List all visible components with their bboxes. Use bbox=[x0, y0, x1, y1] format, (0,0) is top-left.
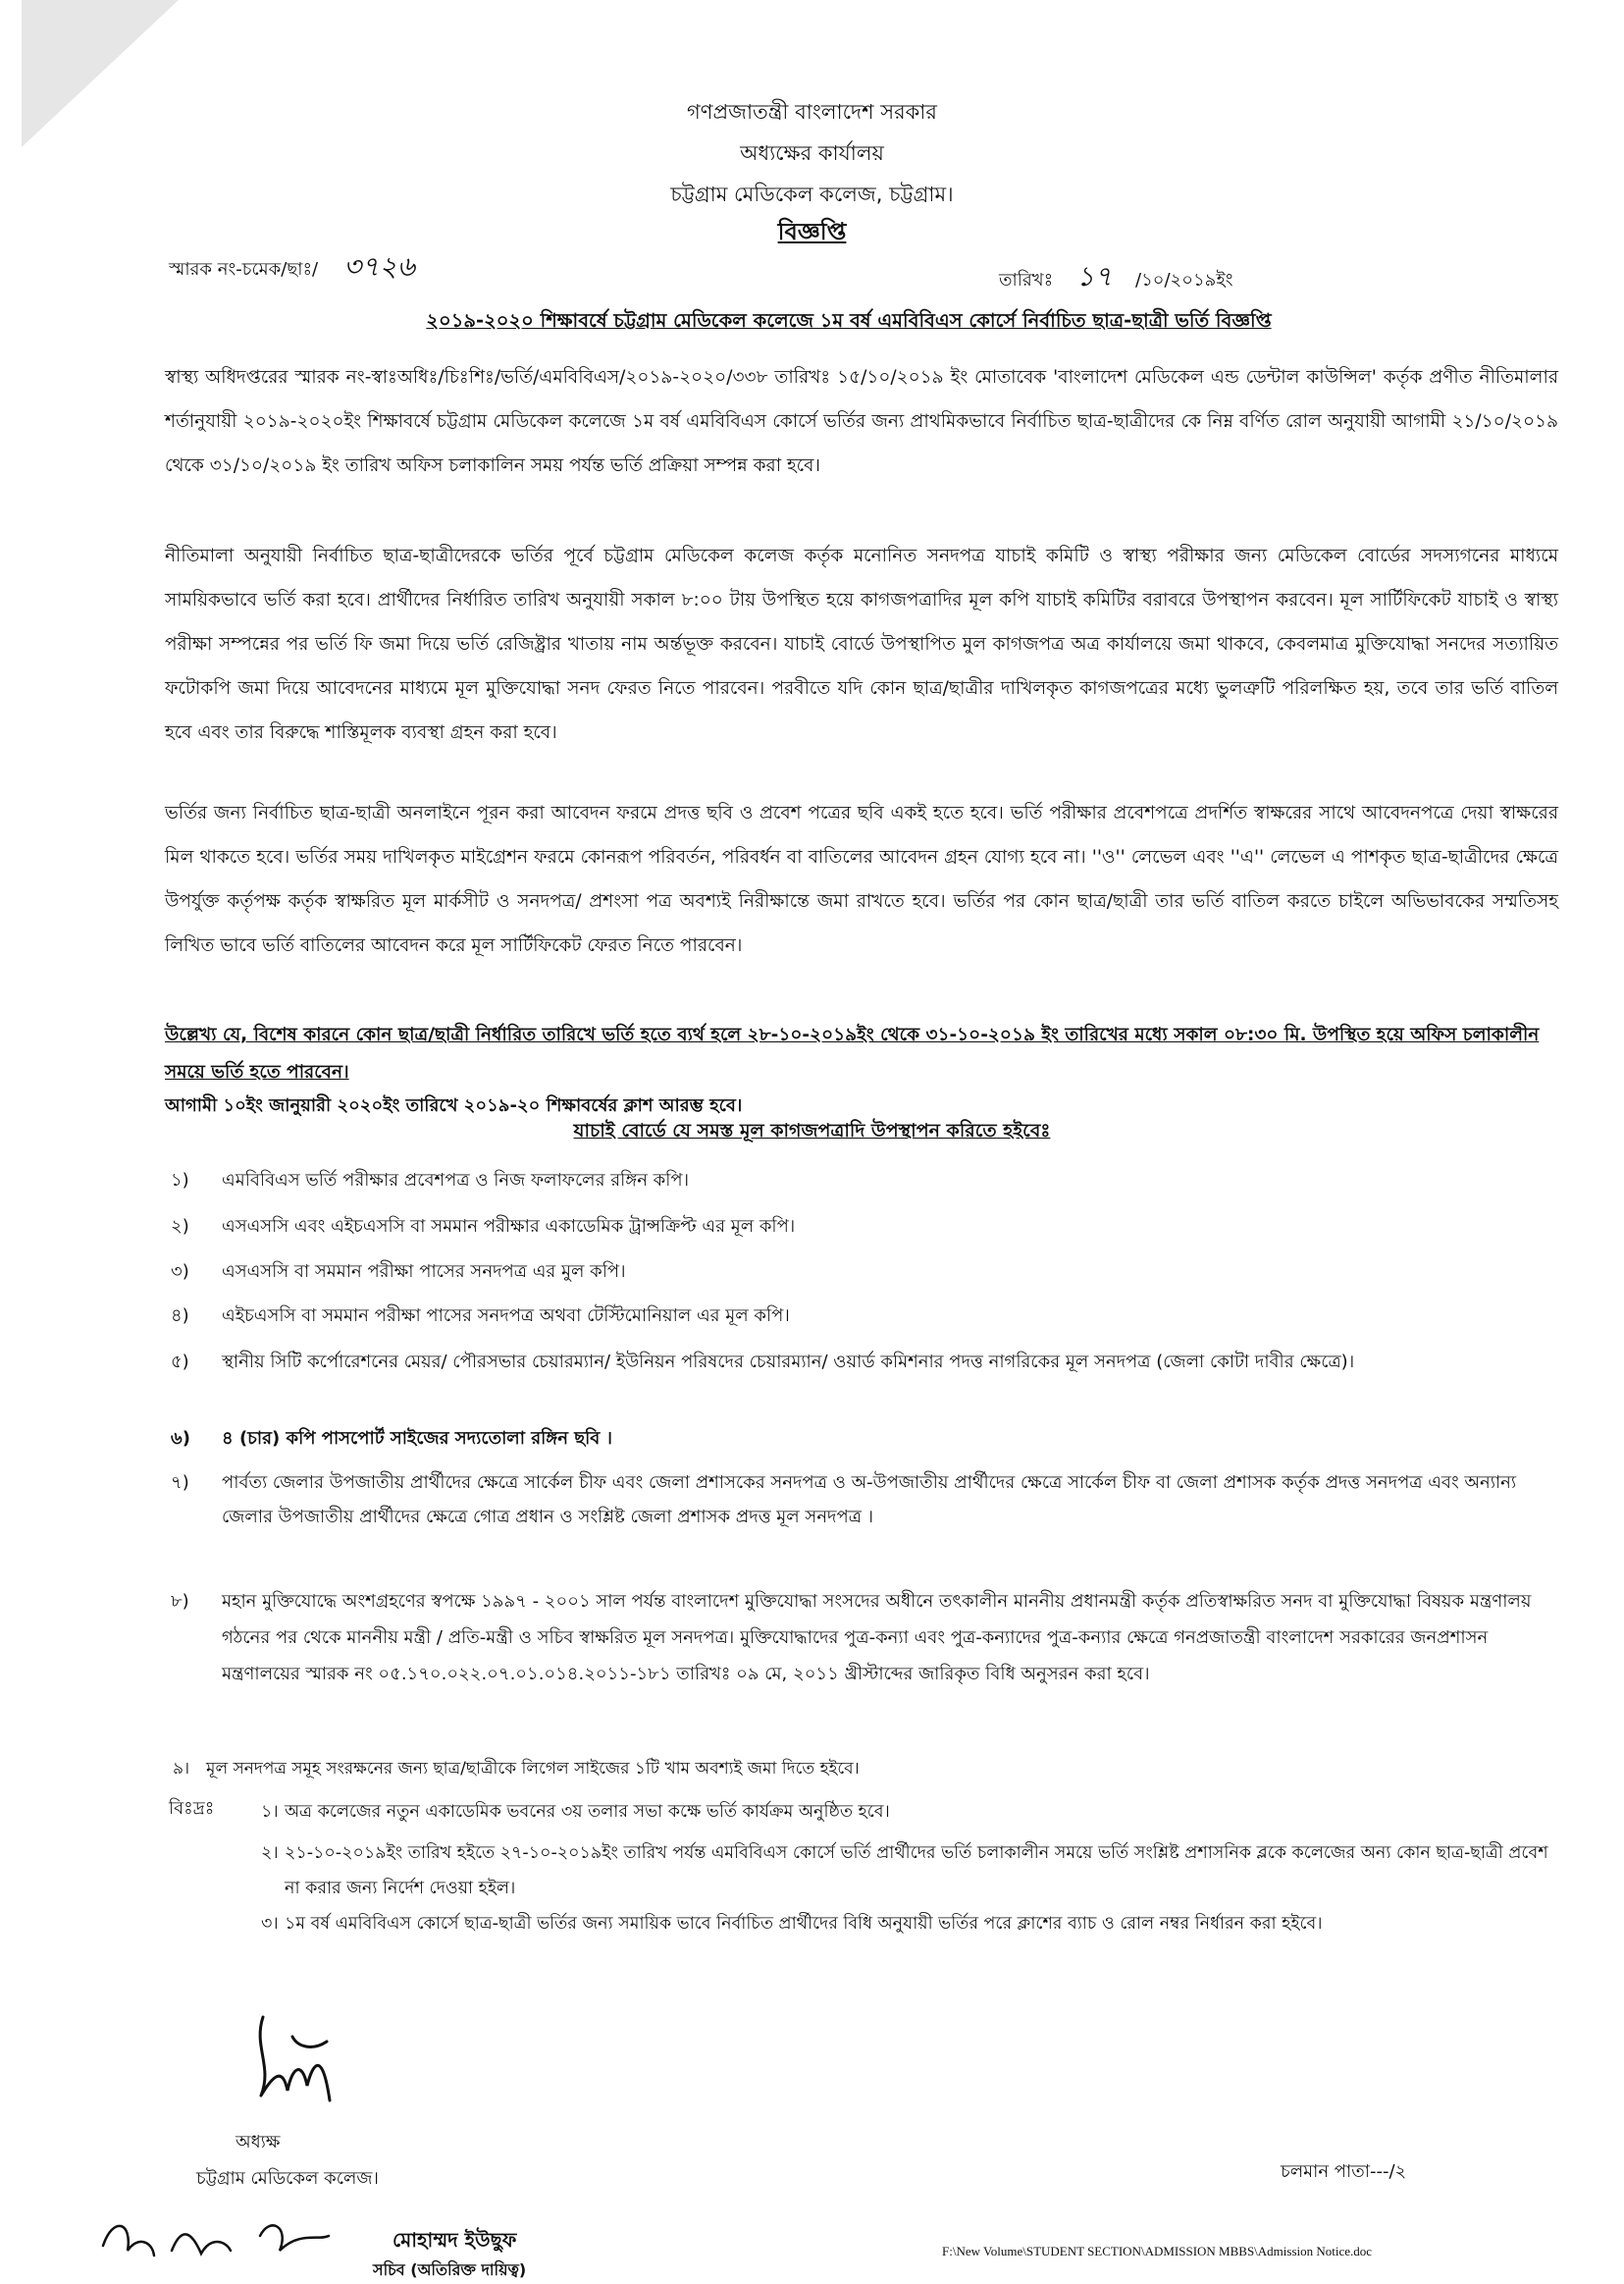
document-item-text: ৪ (চার) কপি পাসপোর্ট সাইজের সদ্যতোলা রঙ্গিন ছবি । bbox=[222, 1428, 612, 1449]
document-item-number: ৯। bbox=[173, 1759, 190, 1779]
document-item bbox=[171, 1345, 1566, 1379]
paragraph-2: নীতিমালা অনুযায়ী নির্বাচিত ছাত্র-ছাত্রীদেরকে ভর্তির পূর্বে চট্টগ্রাম মেডিকেল কলেজ কর্তৃক মনোনিত সনদপত্র যাচাই কমিটি ও স্বাস্থ্য পরীক্ষার জন্য মেডিকেল বোর্ডের সদস্যগনের মাধ্যমে সাময়িকভাবে ভর্তি করা হবে। প্রার্থীদের নির্ধারিত তারিখ অনুযায়ী সকাল ৮:০০ টায় উপস্থিত হয়ে কাগজপত্রাদির মূল কপি যাচাই কমিটির বরাবরে উপস্থাপন করবেন। মূল সার্টিফিকেট যাচাই ও স্বাস্থ্য পরীক্ষা সম্পন্নের পর ভর্তি ফি জমা দিয়ে ভর্তি রেজিষ্ট্রার খাতায় নাম অর্ন্তভূক্ত করবেন। যাচাই বোর্ডে উপস্থাপিত মুল কাগজপত্র অত্র কার্যালয়ে জমা থাকবে, কেবলমাত্র মুক্তিযোদ্ধা সনদের সত্যায়িত ফটোকপি জমা দিয়ে আবেদনের মাধ্যমে মূল মুক্তিযোদ্ধা সনদ ফেরত নিতে পারবেন। পরবীতে যদি কোন ছাত্র/ছাত্রীর দাখিলকৃত কাগজপত্রের মধ্যে ভুলত্রুটি পরিলক্ষিত হয়, তবে তার ভর্তি বাতিল হবে এবং তার বিরুদ্ধে শাস্তিমূলক ব্যবস্থা গ্রহন করা হবে। bbox=[165, 546, 1558, 743]
document-item-text: পার্বত্য জেলার উপজাতীয় প্রার্থীদের ক্ষেত্রে সার্কেল চীফ এবং জেলা প্রশাসকের সনদপত্র ও অ-উপজাতীয় প্রার্থীদের ক্ষেত্রে সার্কেল চীফ বা জেলা প্রশাসক কর্তৃক প্রদত্ত সনদপত্র এবং অন্যান্য জেলার উপজাতীয় প্রার্থীদের ক্ষেত্রে গোত্র প্রধান ও সংশ্লিষ্ট জেলা প্রশাসক প্রদত্ত মূল সনদপত্র । bbox=[222, 1472, 1517, 1527]
document-item bbox=[171, 1163, 1566, 1197]
note-item bbox=[261, 1835, 1560, 1906]
date-rest: /১০/২০১৯ইং bbox=[1135, 270, 1233, 291]
document-item-number: ৭) bbox=[171, 1472, 189, 1493]
document-item bbox=[173, 1752, 1550, 1786]
office-name: অধ্যক্ষের কার্যালয় bbox=[740, 141, 884, 165]
stamp-designation: সচিব (অতিরিক্ত দায়িত্ব) bbox=[373, 2260, 527, 2279]
stamp-name: মোহাম্মদ ইউছুফ bbox=[393, 2228, 517, 2252]
memo-number-label: স্মারক নং-চমেক/ছাঃ/ bbox=[169, 259, 319, 280]
document-item-number: ৪) bbox=[171, 1305, 189, 1326]
document-item bbox=[171, 1421, 1566, 1456]
continued-page-marker: চলমান পাতা---/২ bbox=[1281, 2161, 1407, 2182]
note-text: অত্র কলেজের নতুন একাডেমিক ভবনের ৩য় তলার সভা কক্ষে ভর্তি কার্যক্রম অনুষ্ঠিত হবে। bbox=[285, 1802, 890, 1822]
late-admission-notice: উল্লেখ্য যে, বিশেষ কারনে কোন ছাত্র/ছাত্রী নির্ধারিত তারিখে ভর্তি হতে ব্যর্থ হলে ২৮-১০-২০১৯ইং থেকে ৩১-১০-২০১৯ ইং তারিখের মধ্যে সকাল ০৮:৩০ মি. উপস্থিত হয়ে অফিস চলাকালীন সময়ে ভর্তি হতে পারবেন। bbox=[165, 1025, 1540, 1083]
initials-signatures bbox=[93, 2206, 427, 2265]
document-item-number: ৩) bbox=[171, 1261, 189, 1282]
class-start-notice: আগামী ১০ইং জানুয়ারী ২০২০ইং তারিখে ২০১৯-২০ শিক্ষাবর্ষের ক্লাশ আরম্ভ হবে। bbox=[165, 1095, 743, 1116]
signatory-title: অধ্যক্ষ bbox=[236, 2132, 281, 2152]
document-item-number: ৫) bbox=[171, 1352, 189, 1372]
file-path-footer: F:\New Volume\STUDENT SECTION\ADMISSION MBBS\Admission Notice.doc bbox=[942, 2244, 1373, 2258]
note-text: ১ম বর্ষ এমবিবিএস কোর্সে ছাত্র-ছাত্রী ভর্তির জন্য সমায়িক ভাবে নির্বাচিত প্রার্থীদের বিধি অনুযায়ী ভর্তির পরে ক্লাশের ব্যাচ ও রোল নম্বর নির্ধারন করা হইবে। bbox=[285, 1914, 1323, 1934]
note-number: ২। bbox=[261, 1843, 279, 1863]
note-text: ২১-১০-২০১৯ইং তারিখ হইতে ২৭-১০-২০১৯ইং তারিখ পর্যন্ত এমবিবিএস কোর্সে ভর্তি প্রার্থীদের ভর্তি চলাকালীন সময়ে ভর্তি সংশ্লিষ্ট প্রশাসনিক ব্লকে কলেজের অন্য কোন ছাত্র-ছাত্রী প্রবেশ না করার জন্য নির্দেশ দেওয়া হইল। bbox=[285, 1843, 1548, 1898]
college-name: চট্টগ্রাম মেডিকেল কলেজ, চট্টগ্রাম। bbox=[670, 183, 954, 206]
document-item bbox=[171, 1465, 1566, 1534]
document-item-text: এমবিবিএস ভর্তি পরীক্ষার প্রবেশপত্র ও নিজ ফলাফলের রঙ্গিন কপি। bbox=[222, 1170, 690, 1191]
notes-label: বিঃদ্রঃ bbox=[169, 1798, 215, 1819]
notice-title: বিজ্ঞপ্তি bbox=[777, 218, 847, 245]
documents-heading: যাচাই বোর্ডে যে সমস্ত মূল কাগজপত্রাদি উপস্থাপন করিতে হইবেঃ bbox=[573, 1120, 1051, 1142]
document-item bbox=[171, 1254, 1566, 1289]
document-item-text: এসএসসি এবং এইচএসসি বা সমমান পরীক্ষার একাডেমিক ট্রান্সক্রিপ্ট এর মূল কপি। bbox=[222, 1216, 796, 1237]
document-item-number: ৮) bbox=[171, 1591, 189, 1612]
document-item-number: ৬) bbox=[171, 1428, 190, 1449]
government-name: গণপ্রজাতন্ত্রী বাংলাদেশ সরকার bbox=[687, 100, 937, 124]
signatory-college: চট্টগ্রাম মেডিকেল কলেজ। bbox=[196, 2168, 379, 2189]
note-item bbox=[261, 1906, 1560, 1941]
document-item-text: এইচএসসি বা সমমান পরীক্ষা পাসের সনদপত্র অথবা টেস্টিমোনিয়াল এর মূল কপি। bbox=[222, 1305, 790, 1326]
document-item-number: ২) bbox=[171, 1216, 189, 1237]
note-item bbox=[261, 1794, 1560, 1830]
document-item bbox=[171, 1209, 1566, 1244]
paragraph-3: ভর্তির জন্য নির্বাচিত ছাত্র-ছাত্রী অনলাইনে পূরন করা আবেদন ফরমে প্রদত্ত ছবি ও প্রবেশ পত্রের ছবি একই হতে হবে। ভর্তি পরীক্ষার প্রবেশপত্রে প্রদর্শিত স্বাক্ষরের সাথে আবেদনপত্রে দেয়া স্বাক্ষরের মিল থাকতে হবে। ভর্তির সময় দাখিলকৃত মাইগ্রেশন ফরমে কোনরূপ পরিবর্তন, পরিবর্ধন বা বাতিলের আবেদন গ্রহন যোগ্য হবে না। ''ও'' লেভেল এবং ''এ'' লেভেল এ পাশকৃত ছাত্র-ছাত্রীদের ক্ষেত্রে উপর্যুক্ত কর্তৃপক্ষ কর্তৃক স্বাক্ষরিত মূল মার্কসীট ও সনদপত্র/ প্রশংসা পত্র অবশ্যই নিরীক্ষান্তে জমা রাখতে হবে। ভর্তির পর কোন ছাত্র/ছাত্রী তার ভর্তি বাতিল করতে চাইলে অভিভাবকের সম্মতিসহ লিখিত ভাবে ভর্তি বাতিলের আবেদন করে মূল সার্টিফিকেট ফেরত নিতে পারবেন। bbox=[165, 803, 1558, 956]
date-label: তারিখঃ bbox=[999, 270, 1054, 291]
paragraph-1: স্বাস্থ্য অধিদপ্তরের স্মারক নং-স্বাঃঅধিঃ/চিঃশিঃ/ভর্তি/এমবিবিএস/২০১৯-২০২০/৩৩৮ তারিখঃ ১৫/১০/২০১৯ ইং মোতাবেক 'বাংলাদেশ মেডিকেল এন্ড ডেন্টাল কাউন্সিল' কর্তৃক প্রণীত নীতিমালার শর্তানুযায়ী ২০১৯-২০২০ইং শিক্ষাবর্ষে চট্টগ্রাম মেডিকেল কলেজে ১ম বর্ষ এমবিবিএস কোর্সে ভর্তির জন্য প্রাথমিকভাবে নির্বাচিত ছাত্র-ছাত্রীদের কে নিম্ন বর্ণিত রোল অনুযায়ী আগামী ২১/১০/২০১৯ থেকে ৩১/১০/২০১৯ ইং তারিখ অফিস চলাকালিন সময় পর্যন্ত ভর্তি প্রক্রিয়া সম্পন্ন করা হবে। bbox=[165, 367, 1558, 476]
principal-signature bbox=[243, 2007, 341, 2115]
document-item-text: এসএসসি বা সমমান পরীক্ষা পাসের সনদপত্র এর মুল কপি। bbox=[222, 1261, 626, 1282]
date-line bbox=[999, 255, 1232, 301]
document-item-text: মহান মুক্তিযোদ্ধে অংশগ্রহণের স্বপক্ষে ১৯৯৭ - ২০০১ সাল পর্যন্ত বাংলাদেশ মুক্তিযোদ্ধা সংসদের অধীনে তৎকালীন মাননীয় প্রধানমন্ত্রী কর্তৃক প্রতিস্বাক্ষরিত সনদ বা মুক্তিযোদ্ধা বিষয়ক মন্ত্রণালয় গঠনের পর থেকে মাননীয় মন্ত্রী / প্রতি-মন্ত্রী ও সচিব স্বাক্ষরিত মূল সনদপত্র। মুক্তিযোদ্ধাদের পুত্র-কন্যা এবং পুত্র-কন্যাদের পুত্র-কন্যার ক্ষেত্রে গনপ্রজাতন্ত্রী বাংলাদেশ সরকারের জনপ্রশাসন মন্ত্রণালয়ের স্মারক নং ০৫.১৭০.০২২.০৭.০১.০১৪.২০১১-১৮১ তারিখঃ ০৯ মে, ২০১১ খ্রীস্টাব্দের জারিকৃত বিধি অনুসরন করা হবে। bbox=[222, 1591, 1532, 1684]
document-item-text: মূল সনদপত্র সমূহ সংরক্ষনের জন্য ছাত্র/ছাত্রীকে লিগেল সাইজের ১টি খাম অবশ্যই জমা দিতে হইবে। bbox=[206, 1759, 860, 1779]
note-number: ১। bbox=[261, 1802, 279, 1822]
date-day-handwritten: ১৭ bbox=[1075, 260, 1113, 292]
document-item-text: স্থানীয় সিটি কর্পোরেশনের মেয়র/ পৌরসভার চেয়ারম্যান/ ইউনিয়ন পরিষদের চেয়ারম্যান/ ওয়ার্ড কমিশনার পদত্ত নাগরিকের মূল সনদপত্র (জেলা কোটা দাবীর ক্ষেত্রে)। bbox=[222, 1352, 1355, 1372]
document-item bbox=[171, 1299, 1566, 1333]
note-number: ৩। bbox=[261, 1914, 279, 1934]
document-item bbox=[171, 1583, 1566, 1692]
memo-number-handwritten: ৩৭২৬ bbox=[343, 250, 415, 283]
notice-heading: ২০১৯-২০২০ শিক্ষাবর্ষে চট্টগ্রাম মেডিকেল কলেজে ১ম বর্ষ এমবিবিএস কোর্সে নির্বাচিত ছাত্র-ছাত্রী ভর্তি বিজ্ঞপ্তি bbox=[426, 309, 1272, 332]
document-item-number: ১) bbox=[171, 1170, 189, 1191]
